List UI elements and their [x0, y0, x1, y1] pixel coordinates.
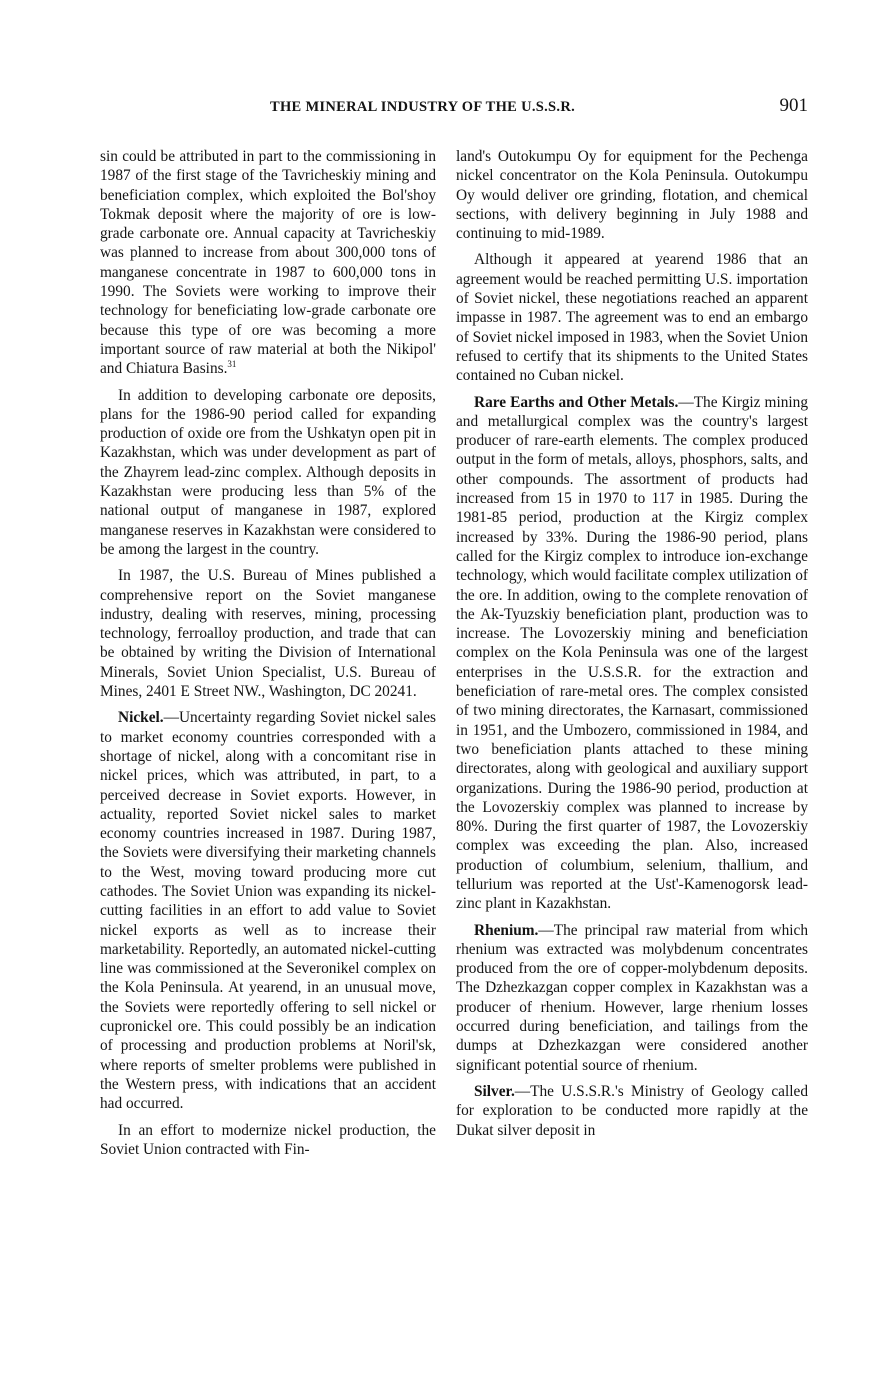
paragraph-bureau-report: In 1987, the U.S. Bureau of Mines published a comprehensive report on the Soviet manganese industry, dealing with reserves, mining, processing technology, ferroalloy production, and trade that can be obtained by writing the Division of International Minerals, Soviet Union Specialist, U.S. Bureau of Mines, 2401 E Street NW., Washington, DC 20241.: [100, 567, 436, 701]
paragraph-nickel-modernize: In an effort to modernize nickel production, the Soviet Union contracted with Fin-: [100, 1121, 436, 1158]
section-rhenium: [456, 921, 808, 1075]
right-column: [456, 147, 808, 1147]
section-heading-rare-earths: Rare Earths and Other Metals.: [474, 393, 679, 411]
footnote-ref: 31: [227, 359, 237, 370]
section-nickel: [100, 708, 436, 1113]
section-rare-earths: [456, 393, 808, 914]
page-header: [100, 95, 808, 119]
left-column: [100, 147, 436, 1166]
section-silver: [456, 1082, 808, 1140]
section-heading-silver: Silver.: [474, 1082, 515, 1100]
paragraph-nickel-embargo: Although it appeared at yearend 1986 that an agreement would be reached permitting U.S. importation of Soviet nickel, these negotiations reached an apparent impasse in 1987. The agreement was to end an embargo of Soviet nickel imposed in 1983, when the Soviet Union refused to certify that its shipments to the United States contained no Cuban nickel.: [456, 251, 809, 385]
paragraph-manganese-carbonate: [100, 147, 436, 379]
section-heading-nickel: Nickel.: [118, 709, 164, 727]
page-number: 901: [779, 95, 808, 116]
paragraph-outokumpu: land's Outokumpu Oy for equipment for the Pechenga nickel concentrator on the Kola Peninsula. Outokumpu Oy would deliver ore grinding, flotation, and chemical sections, with delivery beginning in July 1988 and continuing to mid-1989.: [456, 148, 808, 243]
running-title: THE MINERAL INDUSTRY OF THE U.S.S.R.: [270, 99, 576, 115]
paragraph-text: sin could be attributed in part to the commissioning in 1987 of the first stage of the Tavricheskiy mining and beneficiation complex, which exploited the Bol'shoy Tokmak deposit where the majority of ore is low-grade carbonate ore. Annual capacity at Tavricheskiy was planned to increase from about 300,000 tons of manganese concentrate in 1987 to 600,000 tons in 1990. The Soviets were working to improve their technology for beneficiating low-grade carbonate ore because this type of ore was becoming a more important source of raw material at both the Nikipol' and Chiatura Basins.: [100, 148, 436, 378]
section-text-rhenium: —The principal raw material from which rhenium was extracted was molybdenum concentrates produced from the ore of copper-molybdenum deposits. The Dzhezkazgan copper complex in Kazakhstan was a producer of rhenium. However, large rhenium losses occurred during beneficiation, and tailings from the dumps at Dzhezkazgan were considered another significant potential source of rhenium.: [456, 921, 808, 1074]
section-text-rare-earths: —The Kirgiz mining and metallurgical complex was the country's largest producer of rare-earth elements. The complex produced output in the form of metals, alloys, phosphors, salts, and other compounds. The assortment of products had increased from 15 in 1970 to 117 in 1985. During the 1981-85 period, production at the Kirgiz complex increased by 33%. During the 1986-90 period, plans called for the Kirgiz complex to introduce ion-exchange technology, which would facilitate complex utilization of the ore. In addition, owing to the complete renovation of the Ak-Tyuzskiy beneficiation plant, production was to increase. The Lovozerskiy mining and beneficiation complex on the Kola Peninsula was one of the largest enterprises in the U.S.S.R. for the extraction and beneficiation of rare-metal ores. The complex consisted of two mining directorates, the Karnasart, commissioned in 1951, and the Umbozero, commissioned in 1984, and two beneficiation plants attached to these mining directorates, along with geological and auxiliary support organizations. During the 1986-90 period, production at the Lovozerskiy complex was planned to increase by 80%. During the first quarter of 1987, the Lovozerskiy complex was exceeding the plan. Also, increased production of columbium, selenium, thallium, and tellurium was reported at the Ust'-Kamenogorsk lead-zinc plant in Kazakhstan.: [456, 393, 808, 913]
section-heading-rhenium: Rhenium.: [474, 921, 539, 939]
section-text-silver: —The U.S.S.R.'s Ministry of Geology called for exploration to be conducted more rapidly at the Dukat silver deposit in: [456, 1082, 808, 1139]
paragraph-oxide-ore: In addition to developing carbonate ore deposits, plans for the 1986-90 period called for expanding production of oxide ore from the Ushkatyn open pit in Kazakhstan, which was under development as part of the Zhayrem lead-zinc complex. Although deposits in Kazakhstan were producing less than 5% of the national output of manganese in 1987, explored manganese reserves in Kazakhstan were considered to be among the largest in the country.: [100, 386, 436, 558]
section-text-nickel: —Uncertainty regarding Soviet nickel sales to market economy countries corresponded with a shortage of nickel, along with a concomitant rise in nickel prices, which was attributed, in part, to a perceived decrease in Soviet exports. However, in actuality, reported Soviet nickel sales to market economy countries increased in 1987. During 1987, the Soviets were diversifying their marketing channels to the West, moving toward producing more cut cathodes. The Soviet Union was expanding its nickel-cutting facilities in an effort to add value to Soviet nickel exports as well as to increase their marketability. Reportedly, an automated nickel-cutting line was commissioned at the Severonikel complex on the Kola Peninsula. At yearend, in an unusual move, the Soviets were reportedly offering to sell nickel or cupronickel ore. This could possibly be an indication of processing and production problems at Noril'sk, where reports of smelter problems were published in the Western press, with indications that an accident had occurred.: [100, 709, 436, 1113]
